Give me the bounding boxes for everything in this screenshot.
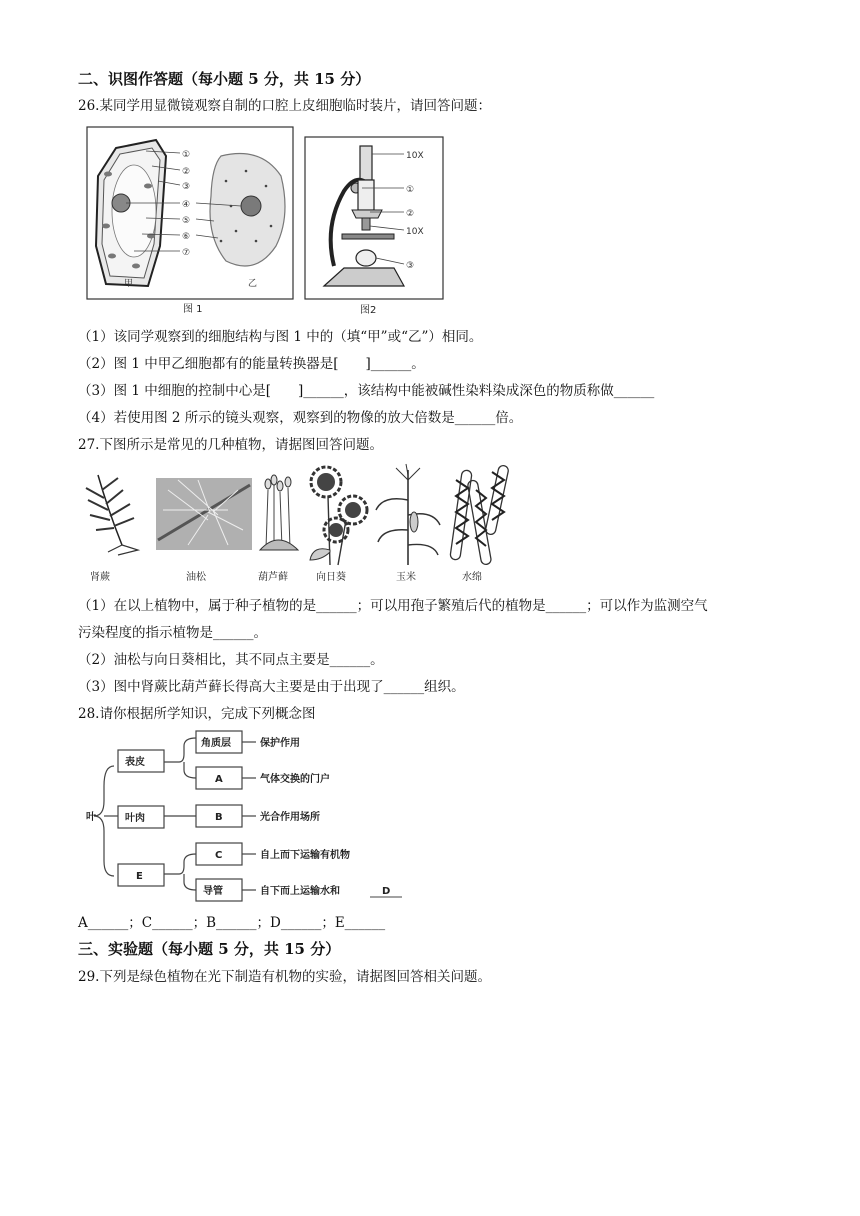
q27-sub3: （3）图中肾蕨比葫芦藓长得高大主要是由于出现了______组织。 [78,679,465,695]
plant-fern [86,475,138,583]
fig1-marker-7: ⑦ [182,248,191,258]
figure-plants [78,460,518,588]
fig1-caption: 图 1 [183,304,203,315]
concept-node-D: D [382,886,391,897]
fig2-label-2: ② [406,209,415,219]
plant-label-sunflower: 向日葵 [316,572,346,583]
q27-sub2: （2）油松与向日葵相比，其不同点主要是______。 [78,652,384,668]
fig2-label-1: ① [406,185,415,195]
concept-node-C: C [215,850,223,861]
section-3-heading: 三、实验题（每小题 5 分，共 15 分） [78,940,341,958]
fig1-marker-4: ④ [182,200,191,210]
concept-node-A: A [215,774,223,785]
plant-spirogyra [450,465,509,583]
concept-map [84,726,414,908]
plant-label-spirogyra: 水绵 [462,572,482,583]
concept-desc-A: 气体交换的门户 [260,774,330,785]
fig2-label-3: ③ [406,261,415,271]
concept-node-yerou: 叶肉 [125,813,145,824]
q26-sub2: （2）图 1 中甲乙细胞都有的能量转换器是[ ]______。 [78,356,425,372]
figure-2-microscope [304,136,444,316]
fig1-marker-5: ⑤ [182,216,191,226]
concept-node-biaopi: 表皮 [125,757,145,768]
q28-stem: 28.请你根据所学知识，完成下列概念图 [78,706,316,722]
q26-sub3: （3）图 1 中细胞的控制中心是[ ]______，该结构中能被碱性染料染成深色的物质称做______ [78,383,655,399]
q26-stem: 26.某同学用显微镜观察自制的口腔上皮细胞临时装片，请回答问题： [78,98,491,114]
fig2-caption: 图2 [360,305,377,316]
section-2-heading: 二、识图作答题（每小题 5 分，共 15 分） [78,70,371,88]
plant-corn [376,464,440,583]
concept-desc-daoguan: 自下而上运输水和 [260,886,340,897]
concept-desc-C: 自上而下运输有机物 [260,850,350,861]
fig2-label-eyepiece: 10X [406,151,424,161]
q27-stem: 27.下图所示是常见的几种植物，请据图回答问题。 [78,437,383,453]
concept-root-ye: 叶 [86,812,96,823]
concept-node-E: E [136,871,143,882]
plant-sunflower [310,467,367,583]
fig2-label-objective: 10X [406,227,424,237]
plant-label-moss: 葫芦藓 [258,572,288,583]
concept-desc-jiaozhi: 保护作用 [260,738,300,749]
concept-node-daoguan: 导管 [203,886,223,897]
fig1-label-jia: 甲 [124,279,134,289]
concept-node-B: B [215,812,223,823]
fig1-marker-2: ② [182,167,191,177]
plant-label-corn: 玉米 [396,572,416,583]
fig1-marker-3: ③ [182,182,191,192]
fig1-marker-1: ① [182,150,191,160]
q26-sub4: （4）若使用图 2 所示的镜头观察，观察到的物像的放大倍数是______倍。 [78,410,523,426]
concept-node-jiaozhi: 角质层 [201,738,231,749]
plant-label-pine: 油松 [186,572,206,583]
q29-stem: 29.下列是绿色植物在光下制造有机物的实验，请据图回答相关问题。 [78,969,491,985]
figure-1-cells [86,126,296,316]
q27-sub1-line2: 污染程度的指示植物是______。 [78,625,267,641]
concept-desc-B: 光合作用场所 [260,812,320,823]
q27-sub1-line1: （1）在以上植物中，属于种子植物的是______；可以用孢子繁殖后代的植物是______；可以作为监测空气 [78,598,708,614]
q26-sub1: （1）该同学观察到的细胞结构与图 1 中的（填“甲”或“乙”）相同。 [78,329,483,345]
plant-moss [258,475,298,583]
fig1-label-yi: 乙 [248,279,258,289]
fig1-marker-6: ⑥ [182,232,191,242]
q28-answer-line: A______；C______；B______；D______；E______ [78,915,386,931]
plant-label-fern: 肾蕨 [90,572,110,583]
plant-pine [156,478,252,583]
